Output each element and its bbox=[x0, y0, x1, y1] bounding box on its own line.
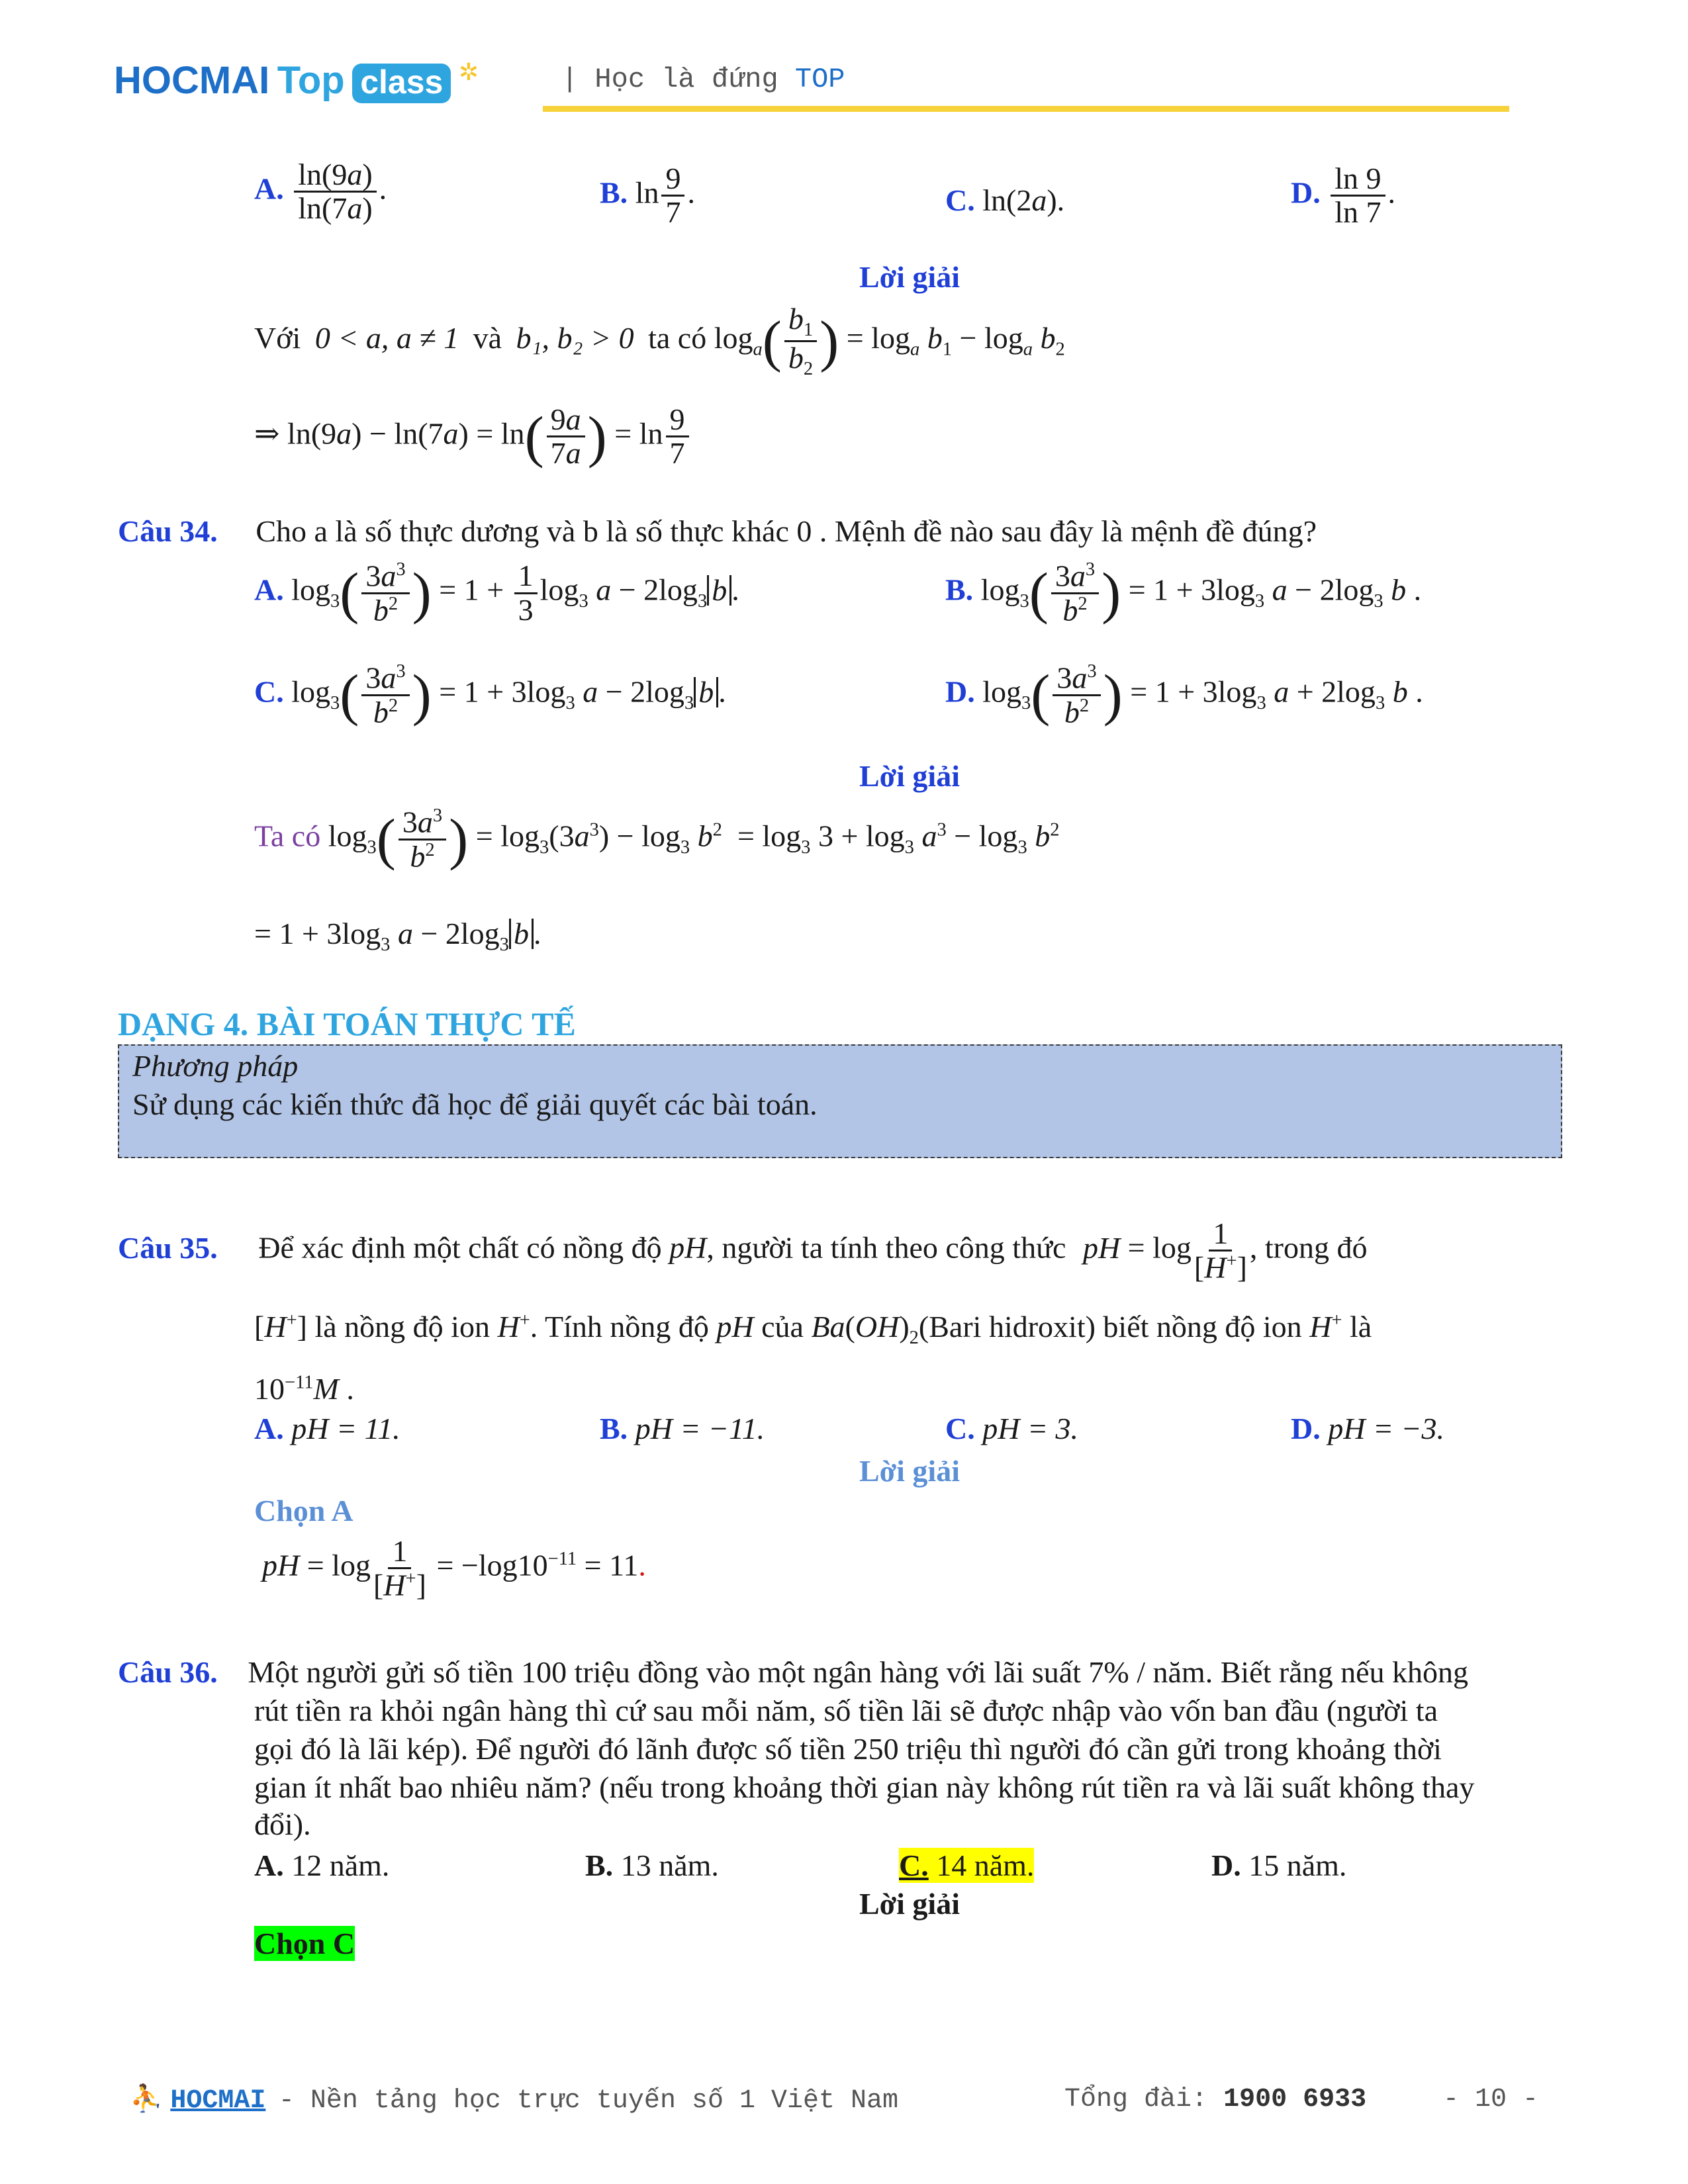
q34-solution-title: Lời giải bbox=[859, 759, 960, 793]
q34-text: Cho a là số thực dương và b là số thực khác 0 . Mệnh đề nào sau đây là mệnh đề đúng? bbox=[256, 514, 1317, 548]
q35-solution-eq: pH = log $\frac{1}{[H^+]}$ = $-\log 10^{-11} = 11$. bbox=[262, 1534, 646, 1602]
header-logo bbox=[114, 58, 479, 103]
option-label: D. bbox=[1291, 175, 1321, 210]
footer-tagline: - Nền tảng học trực tuyến số 1 Việt Nam bbox=[278, 2086, 898, 2116]
footer-hotline: Tổng đài: 1900 6933 bbox=[1064, 2085, 1367, 2115]
q34-option-a: A. $\log_3$( $\frac{3a^3}{b^2}$ ) = 1 + $\frac{1}{3}$ $\log_3 a - 2\log_3$ b . bbox=[254, 559, 739, 627]
q33-solution-line2: ⇒ ln(9a) − ln(7a) = ln( $\frac{9a}{7a}$ ) = ln $\frac{9}{7}$ bbox=[254, 404, 692, 470]
method-title: Phương pháp bbox=[132, 1049, 299, 1083]
q34-solution-line1: Ta có $\log_3$( $\frac{3a^3}{b^2}$ ) = $\log_3(3a^3) - \log_3 b^2 = \log_3 3 + \log_3 a^3 - \log_3 b^2$ bbox=[254, 805, 1060, 873]
hocmai-people-icon: ⛹ bbox=[130, 2083, 163, 2113]
q36-line-4: đổi). bbox=[254, 1807, 311, 1841]
q36-solution-title: Lời giải bbox=[859, 1887, 960, 1921]
q33-option-b: B. ln $\frac{9}{7}$ . bbox=[600, 161, 695, 230]
q34-option-b: B. $\log_3$( $\frac{3a^3}{b^2}$ ) = $1 + 3\log_3$ $a - 2\log_3$ b . bbox=[945, 559, 1422, 627]
q33-option-d: D. $\frac{\ln 9}{\ln 7}$ . bbox=[1291, 161, 1396, 230]
logo-hocmai-text: HOCMAI bbox=[114, 59, 270, 102]
q35-solution-title: Lời giải bbox=[859, 1454, 960, 1488]
q35-option-d: D. pH = −3. bbox=[1291, 1412, 1445, 1445]
q35-number: Câu 35. bbox=[118, 1230, 218, 1265]
q36-line-1: rút tiền ra khỏi ngân hàng thì cứ sau mỗi năm, số tiền lãi sẽ được nhập vào vốn ban đầu (người ta bbox=[254, 1694, 1438, 1727]
header-divider bbox=[543, 106, 1509, 112]
header-slogan bbox=[561, 64, 845, 95]
q35-choice: Chọn A bbox=[254, 1494, 353, 1527]
q36-line-2: gọi đó là lãi kép). Để người đó lãnh được số tiền 250 triệu thì người đó cần gửi trong khoảng thời bbox=[254, 1732, 1442, 1766]
footer-logo: HOCMAI bbox=[170, 2086, 266, 2116]
slogan-text: | Học là đứng bbox=[561, 64, 778, 95]
q35-option-b: B. pH = −11. bbox=[600, 1412, 765, 1445]
q35-line2: [H+] là nồng độ ion H+. Tính nồng độ pH của $Ba(OH)_2(Bari$ hidroxit) biết nồng độ ion H+ là bbox=[254, 1310, 1372, 1349]
footer bbox=[130, 2079, 898, 2116]
logo-class-badge: class bbox=[352, 64, 451, 103]
option-label: B. bbox=[600, 175, 628, 210]
q34-option-c: C. $\log_3$( $\frac{3a^3}{b^2}$ ) = $1 + 3\log_3$ $a - 2\log_3$ b . bbox=[254, 660, 726, 729]
section-title: DẠNG 4. BÀI TOÁN THỰC TẾ bbox=[118, 1005, 576, 1042]
star-icon: ✲ bbox=[458, 59, 479, 85]
q33-solution-line1: Với 0 < a, a ≠ 1 và b₁, b₂ > 0 ta có $\log_a$( $\frac{b_1}{b_2}$ ) = $\log_a b_1 - \log_a b_2$ bbox=[254, 302, 1065, 380]
q34-solution-line2: = $1 + 3\log_3$ $a - 2\log_3$ b . bbox=[254, 917, 541, 956]
q36-option-d: D. 15 năm. bbox=[1211, 1848, 1347, 1882]
q33-solution-title: Lời giải bbox=[859, 260, 960, 294]
footer-page-number: - 10 - bbox=[1443, 2085, 1539, 2115]
option-label: C. bbox=[945, 183, 975, 217]
q34-question bbox=[118, 514, 1317, 549]
q36-option-a: A. 12 năm. bbox=[254, 1848, 390, 1882]
q36-line-3: gian ít nhất bao nhiêu năm? (nếu trong khoảng thời gian này không rút tiền ra và lãi suất không thay bbox=[254, 1770, 1475, 1804]
q36-option-b: B. 13 năm. bbox=[585, 1848, 719, 1882]
q35-option-a: A. pH = 11. bbox=[254, 1412, 400, 1445]
slogan-top: TOP bbox=[794, 64, 845, 95]
q36-choice: Chọn C bbox=[254, 1927, 355, 1960]
q33-option-c: C. ln(2a). bbox=[945, 183, 1065, 217]
option-label: A. bbox=[254, 171, 284, 206]
q35-option-c: C. pH = 3. bbox=[945, 1412, 1078, 1445]
q35-line1: Câu 35. Để xác định một chất có nồng độ pH, người ta tính theo công thức pH = log $\frac{1}{[H^+]}$ , trong đó bbox=[118, 1216, 1368, 1285]
q34-option-d: D. $\log_3$( $\frac{3a^3}{b^2}$ ) = $1 + 3\log_3$ $a + 2\log_3$ b . bbox=[945, 660, 1423, 729]
q36-option-c-correct: C. 14 năm. bbox=[899, 1848, 1035, 1882]
q36-number: Câu 36. bbox=[118, 1655, 218, 1689]
logo-top-text: Top bbox=[277, 59, 345, 102]
q35-line3: $10^{-11}M$ . bbox=[254, 1372, 354, 1406]
method-text: Sử dụng các kiến thức đã học để giải quyết các bài toán. bbox=[132, 1087, 818, 1121]
q36-line-0: Câu 36. Một người gửi số tiền 100 triệu đồng vào một ngân hàng với lãi suất 7% / năm. Biết rằng nếu không bbox=[118, 1655, 1469, 1689]
q34-number: Câu 34. bbox=[118, 514, 218, 548]
q33-option-a: A. $\frac{\ln(9a)}{\ln(7a)}$ . bbox=[254, 158, 387, 226]
